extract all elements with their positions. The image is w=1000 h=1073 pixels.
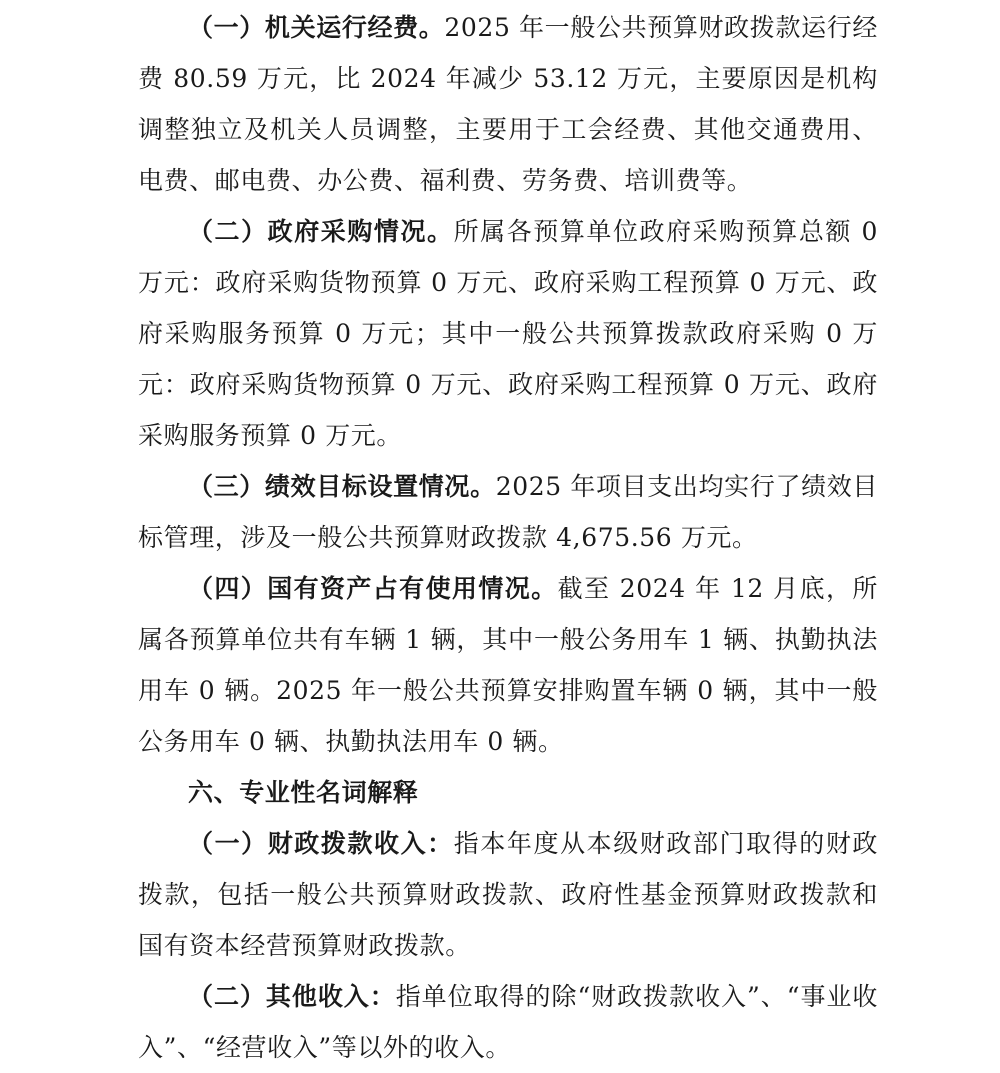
paragraph-lead: （二）政府采购情况。 — [188, 217, 454, 246]
section-heading: 六、专业性名词解释 — [188, 778, 419, 807]
definition-term: （二）其他收入： — [188, 982, 396, 1011]
document-page — [138, 0, 878, 1073]
paragraph-operating-expenses — [138, 0, 878, 206]
definition-text: 指本年度从本级财政部门取得的财政拨款，包括一般公共预算财政拨款、政府性基金预算财政拨款和国有资本经营预算财政拨款。 — [138, 829, 878, 960]
definition-term: （一）财政拨款收入： — [188, 829, 454, 858]
paragraph-text: 2025 年一般公共预算财政拨款运行经费 80.59 万元，比 2024 年减少 53.12 万元，主要原因是机构调整独立及机关人员调整，主要用于工会经费、其他交通费用、电费、邮电费、办公费、福利费、劳务费、培训费等。 — [138, 13, 878, 195]
paragraph-lead: （三）绩效目标设置情况。 — [188, 472, 496, 501]
definition-other-income — [138, 971, 878, 1073]
paragraph-text: 2025 年项目支出均实行了绩效目标管理，涉及一般公共预算财政拨款 4,675.56 万元。 — [138, 472, 878, 552]
definition-fiscal-appropriation-income — [138, 818, 878, 971]
paragraph-lead: （四）国有资产占有使用情况。 — [188, 574, 558, 603]
paragraph-state-assets — [138, 563, 878, 767]
paragraph-performance-targets — [138, 461, 878, 563]
paragraph-lead: （一）机关运行经费。 — [188, 13, 445, 42]
paragraph-text: 截至 2024 年 12 月底，所属各预算单位共有车辆 1 辆，其中一般公务用车 1 辆、执勤执法用车 0 辆。2025 年一般公共预算安排购置车辆 0 辆，其中一般公务用车 0 辆、执勤执法用车 0 辆。 — [138, 574, 878, 756]
definition-text: 指单位取得的除“财政拨款收入”、“事业收入”、“经营收入”等以外的收入。 — [138, 982, 878, 1062]
paragraph-text: 所属各预算单位政府采购预算总额 0 万元：政府采购货物预算 0 万元、政府采购工程预算 0 万元、政府采购服务预算 0 万元；其中一般公共预算拨款政府采购 0 万元：政府采购货物预算 0 万元、政府采购工程预算 0 万元、政府采购服务预算 0 万元。 — [138, 217, 878, 450]
paragraph-government-procurement — [138, 206, 878, 461]
